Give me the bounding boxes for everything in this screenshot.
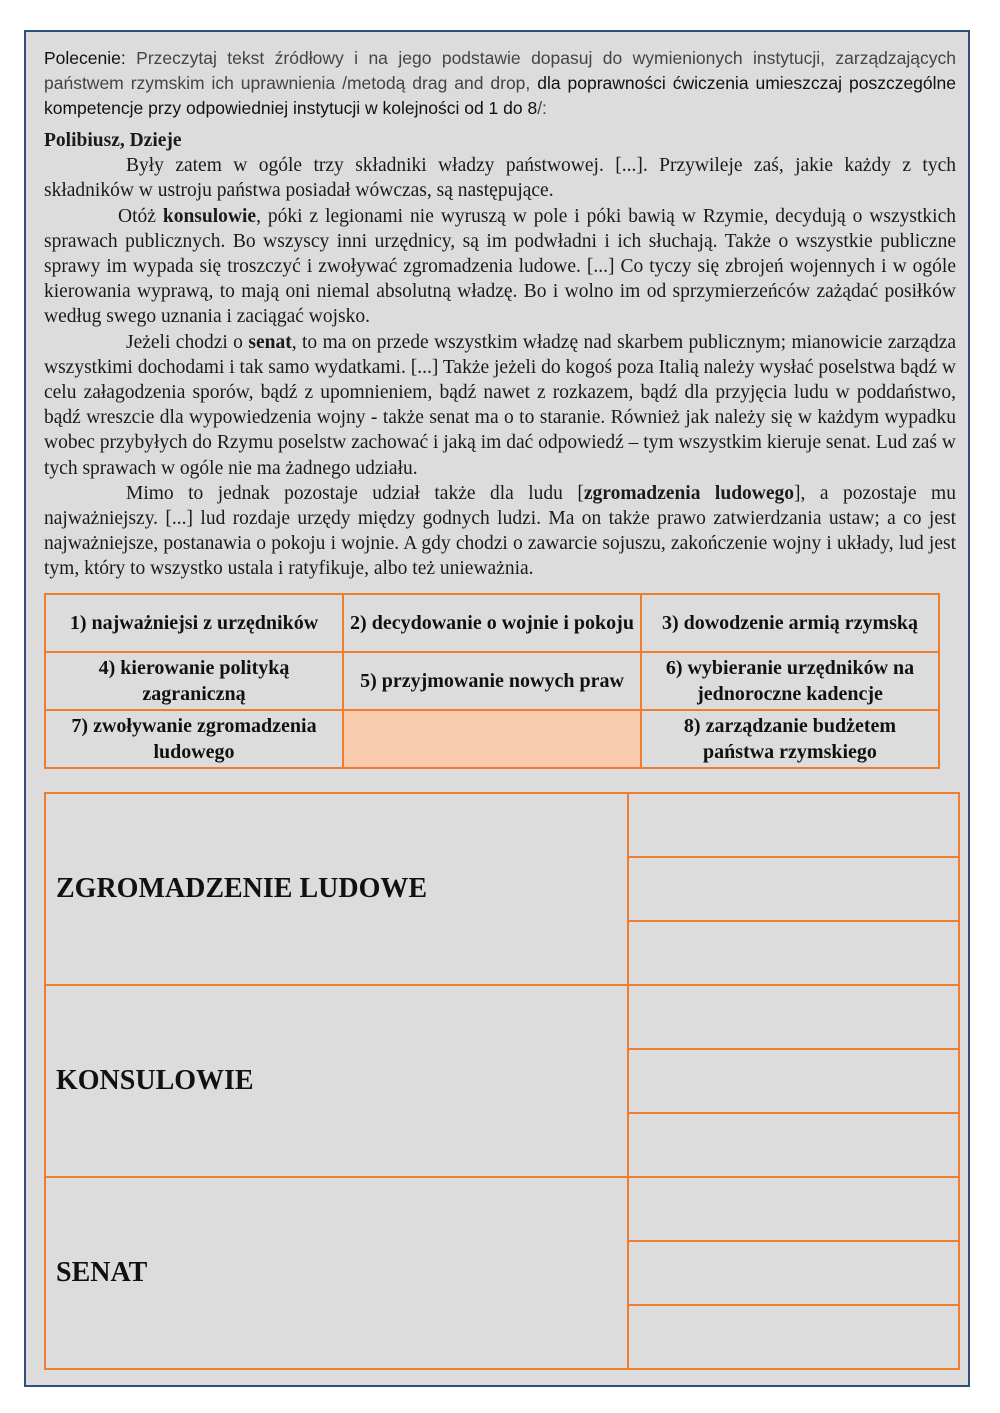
- institution-zgromadzenie-ludowe: ZGROMADZENIE LUDOWE: [45, 793, 628, 985]
- drop-slot[interactable]: [628, 985, 959, 1049]
- competence-tiles: [44, 593, 940, 769]
- source-paragraph: Mimo to jednak pozostaje udział także dla ludu [zgromadzenia ludowego], a pozostaje mu najważniejszy. [...] lud rozdaje urzędy między godnych ludzi. Ma on także prawo zatwierdzania ustaw; a co jest najważniejsze, postanawia o pokoju i wojnie. A gdy chodzi o zawarcie sojuszu, zakończenie wojny i układy, lud jest tym, który to wszystko ustala i ratyfikuje, albo też unieważnia.: [44, 482, 956, 580]
- source-paragraph: Otóż konsulowie, póki z legionami nie wyruszą w pole i póki bawią w Rzymie, decydują o wszystkich sprawach publicznych. Bo wszyscy inni urzędnicy, są im podwładni i ich słuchają. Także o wszystkie publiczne sprawy im wypada się troszczyć i zwoływać zgromadzenia ludowe. [...] Co tyczy się zbrojeń wojennych i w ogóle kierowania wyprawą, to mają oni niemal absolutną władzę. Bo i wolno im od sprzymierzeńców zażądać posiłków według swego uznania i zaciągać wojsko.: [44, 205, 956, 328]
- drag-tile-4[interactable]: 4) kierowanie polityką zagraniczną: [45, 652, 343, 710]
- instruction-end: /:: [537, 98, 547, 118]
- source-title: Polibiusz, Dzieje: [44, 130, 182, 151]
- drag-tile-1[interactable]: 1) najważniejsi z urzędników: [45, 594, 343, 652]
- drop-slot[interactable]: [628, 793, 959, 857]
- drag-tile-6[interactable]: 6) wybieranie urzędników na jednoroczne kadencje: [641, 652, 939, 710]
- source-paragraph: Były zatem w ogóle trzy składniki władzy państwowej. [...]. Przywileje zaś, jakie każdy z tych składników w ustroju państwa posiadał wówczas, są następujące.: [44, 155, 956, 202]
- institution-drop-table: [44, 792, 960, 1370]
- drop-slot[interactable]: [628, 1049, 959, 1113]
- drop-slot[interactable]: [628, 1305, 959, 1369]
- drag-tile-5[interactable]: 5) przyjmowanie nowych praw: [343, 652, 641, 710]
- drop-slot[interactable]: [628, 1177, 959, 1241]
- drag-tile-7[interactable]: 7) zwoływanie zgromadzenia ludowego: [45, 710, 343, 768]
- worksheet: [24, 30, 970, 1387]
- drop-slot[interactable]: [628, 857, 959, 921]
- drop-slot[interactable]: [628, 921, 959, 985]
- instruction: [44, 46, 956, 121]
- institution-konsulowie: KONSULOWIE: [45, 985, 628, 1177]
- drag-tile-3[interactable]: 3) dowodzenie armią rzymską: [641, 594, 939, 652]
- instruction-label: Polecenie:: [44, 48, 126, 68]
- instruction-emphasis: dla poprawności ćwiczenia umieszczaj poszczególne kompetencje przy odpowiedniej instytucji w kolejności od 1 do 8: [44, 73, 956, 118]
- drop-slot[interactable]: [628, 1113, 959, 1177]
- empty-tile: [343, 710, 641, 768]
- drop-slot[interactable]: [628, 1241, 959, 1305]
- institution-senat: SENAT: [45, 1177, 628, 1369]
- instruction-text: Przeczytaj tekst źródłowy i na jego podstawie dopasuj do wymienionych instytucji, zarządzających państwem rzymskim ich uprawnienia /metodą drag and drop,: [44, 48, 956, 93]
- source-text: [44, 128, 956, 582]
- source-paragraph: Jeżeli chodzi o senat, to ma on przede wszystkim władzę nad skarbem publicznym; mianowicie zarządza wszystkimi dochodami i tak samo wydatkami. [...] Także jeżeli do kogoś poza Italią należy wysłać poselstwa bądź w celu załagodzenia sporów, bądź z upomnieniem, bądź nawet z rozkazem, bądź dla przyjęcia ludu w poddaństwo, bądź wreszcie dla wypowiedzenia wojny - także senat ma o to staranie. Również jak należy się w każdym wypadku wobec przybyłych do Rzymu poselstw zachować i jaką im dać odpowiedź – tym wszystkim kieruje senat. Lud zaś w tych sprawach w ogóle nie ma żadnego udziału.: [44, 331, 957, 479]
- drag-tile-8[interactable]: 8) zarządzanie budżetem państwa rzymskiego: [641, 710, 939, 768]
- drag-tile-2[interactable]: 2) decydowanie o wojnie i pokoju: [343, 594, 641, 652]
